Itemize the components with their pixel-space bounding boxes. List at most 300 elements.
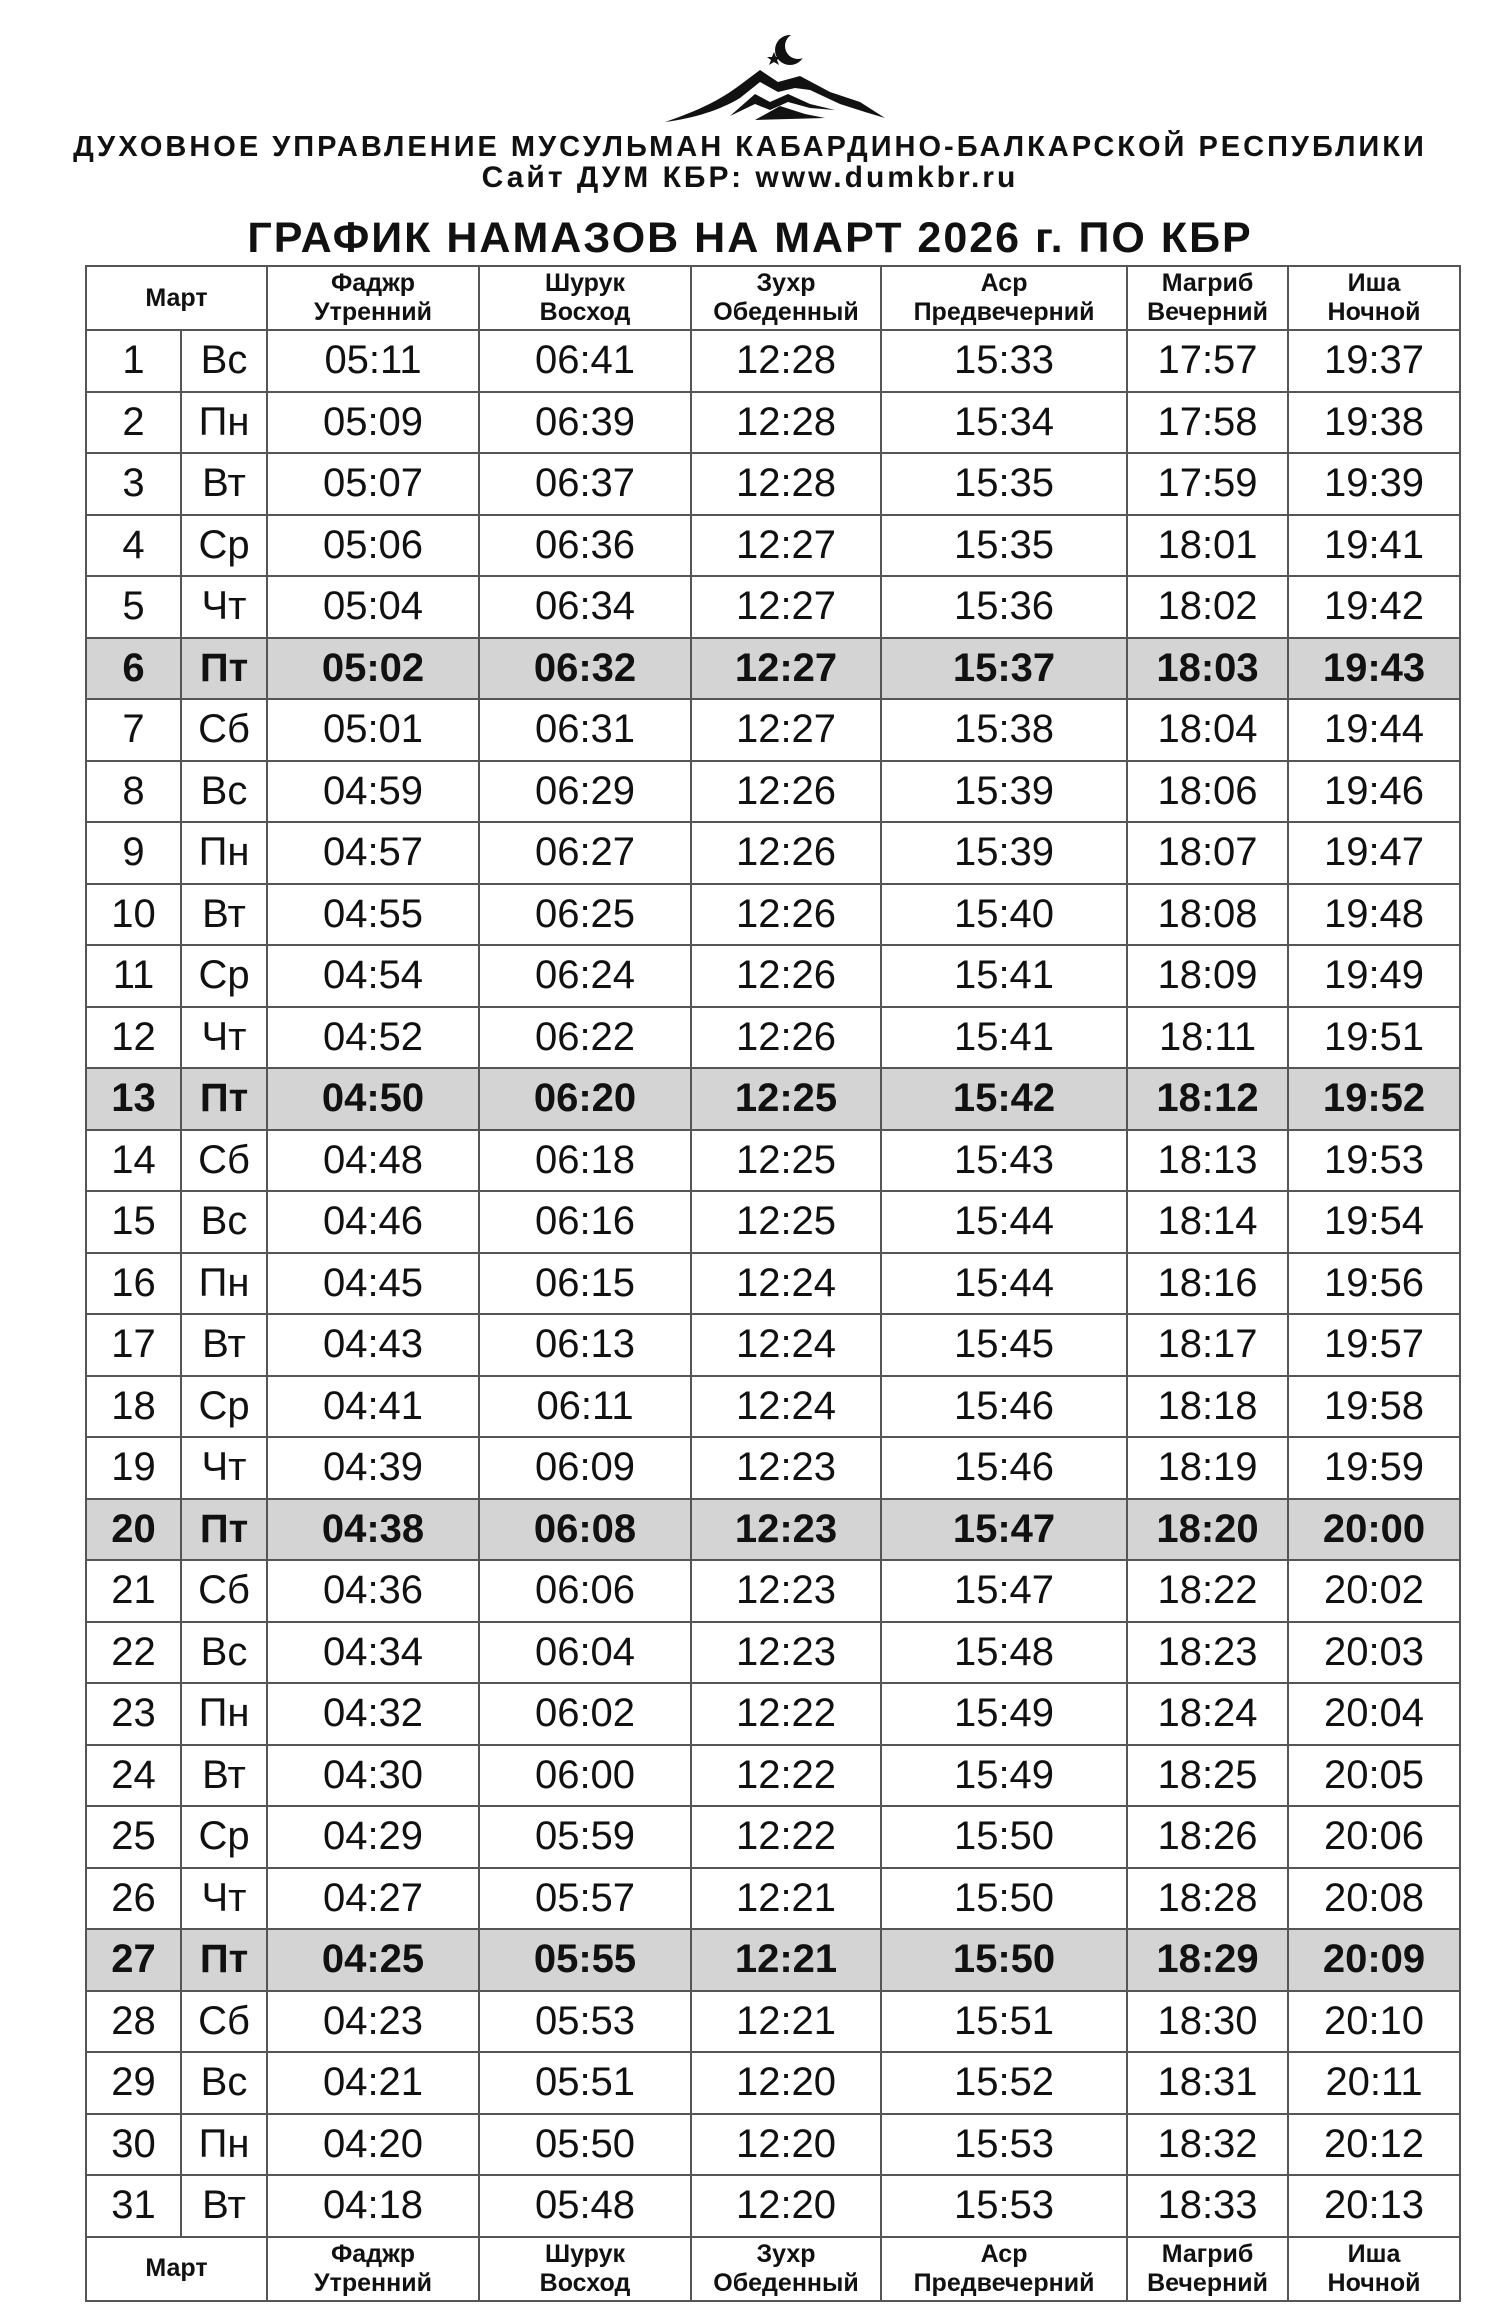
cell-maghrib: 18:30 [1127,1991,1288,2053]
table-row [86,1007,1460,1069]
cell-fajr: 05:07 [267,453,479,515]
cell-zuhr: 12:21 [691,1991,881,2053]
cell-fajr: 05:01 [267,699,479,761]
cell-shuruq: 05:57 [479,1868,691,1930]
cell-day: 3 [86,453,181,515]
cell-isha: 20:11 [1288,2052,1460,2114]
cell-shuruq: 06:08 [479,1499,691,1561]
table-row [86,1499,1460,1561]
cell-shuruq: 06:25 [479,884,691,946]
cell-fajr: 04:46 [267,1191,479,1253]
cell-weekday: Сб [181,699,267,761]
cell-day: 20 [86,1499,181,1561]
cell-shuruq: 06:27 [479,822,691,884]
cell-fajr: 04:27 [267,1868,479,1930]
cell-weekday: Чт [181,1007,267,1069]
footer-isha: Иша Ночной [1288,2237,1460,2301]
cell-fajr: 04:34 [267,1622,479,1684]
cell-asr: 15:41 [881,945,1127,1007]
cell-asr: 15:46 [881,1376,1127,1438]
cell-fajr: 04:41 [267,1376,479,1438]
cell-asr: 15:44 [881,1191,1127,1253]
cell-zuhr: 12:20 [691,2052,881,2114]
cell-isha: 19:42 [1288,576,1460,638]
cell-isha: 19:41 [1288,515,1460,577]
cell-day: 27 [86,1929,181,1991]
cell-isha: 19:46 [1288,761,1460,823]
cell-day: 25 [86,1806,181,1868]
cell-day: 21 [86,1560,181,1622]
cell-shuruq: 05:55 [479,1929,691,1991]
cell-day: 9 [86,822,181,884]
logo-mountains-crescent-icon [660,30,890,130]
prayer-schedule-table [85,265,1461,2302]
cell-shuruq: 06:02 [479,1683,691,1745]
cell-isha: 19:53 [1288,1130,1460,1192]
cell-shuruq: 06:16 [479,1191,691,1253]
cell-zuhr: 12:27 [691,638,881,700]
cell-asr: 15:53 [881,2114,1127,2176]
cell-maghrib: 18:19 [1127,1437,1288,1499]
cell-maghrib: 17:58 [1127,392,1288,454]
cell-zuhr: 12:23 [691,1437,881,1499]
cell-zuhr: 12:25 [691,1068,881,1130]
cell-zuhr: 12:22 [691,1683,881,1745]
cell-shuruq: 06:34 [479,576,691,638]
cell-zuhr: 12:28 [691,453,881,515]
cell-day: 6 [86,638,181,700]
cell-shuruq: 05:59 [479,1806,691,1868]
table-row [86,884,1460,946]
cell-day: 7 [86,699,181,761]
cell-zuhr: 12:23 [691,1622,881,1684]
cell-asr: 15:43 [881,1130,1127,1192]
cell-zuhr: 12:28 [691,330,881,392]
cell-asr: 15:39 [881,761,1127,823]
cell-weekday: Пт [181,1499,267,1561]
cell-weekday: Чт [181,576,267,638]
cell-fajr: 05:09 [267,392,479,454]
cell-shuruq: 05:48 [479,2175,691,2237]
cell-shuruq: 06:06 [479,1560,691,1622]
cell-asr: 15:48 [881,1622,1127,1684]
cell-day: 29 [86,2052,181,2114]
cell-weekday: Пн [181,1683,267,1745]
cell-maghrib: 18:02 [1127,576,1288,638]
cell-fajr: 04:25 [267,1929,479,1991]
table-row [86,515,1460,577]
cell-asr: 15:50 [881,1806,1127,1868]
header-maghrib: Магриб Вечерний [1127,266,1288,330]
cell-maghrib: 18:26 [1127,1806,1288,1868]
table-row [86,822,1460,884]
cell-weekday: Вт [181,2175,267,2237]
cell-weekday: Вс [181,1191,267,1253]
cell-shuruq: 06:22 [479,1007,691,1069]
cell-day: 26 [86,1868,181,1930]
cell-isha: 19:44 [1288,699,1460,761]
cell-weekday: Вт [181,1314,267,1376]
cell-shuruq: 06:24 [479,945,691,1007]
cell-shuruq: 06:13 [479,1314,691,1376]
cell-isha: 20:12 [1288,2114,1460,2176]
cell-fajr: 04:23 [267,1991,479,2053]
cell-zuhr: 12:26 [691,945,881,1007]
cell-fajr: 04:39 [267,1437,479,1499]
table-row [86,945,1460,1007]
cell-day: 16 [86,1253,181,1315]
cell-shuruq: 06:18 [479,1130,691,1192]
cell-weekday: Пн [181,1253,267,1315]
cell-asr: 15:44 [881,1253,1127,1315]
cell-shuruq: 06:37 [479,453,691,515]
cell-zuhr: 12:23 [691,1499,881,1561]
cell-isha: 19:49 [1288,945,1460,1007]
cell-asr: 15:37 [881,638,1127,700]
cell-asr: 15:33 [881,330,1127,392]
cell-zuhr: 12:25 [691,1130,881,1192]
header-asr: Аср Предвечерний [881,266,1127,330]
cell-maghrib: 18:11 [1127,1007,1288,1069]
cell-isha: 20:09 [1288,1929,1460,1991]
cell-day: 30 [86,2114,181,2176]
cell-weekday: Вт [181,1745,267,1807]
cell-day: 24 [86,1745,181,1807]
cell-maghrib: 18:06 [1127,761,1288,823]
cell-isha: 19:48 [1288,884,1460,946]
cell-asr: 15:34 [881,392,1127,454]
cell-day: 4 [86,515,181,577]
cell-isha: 19:58 [1288,1376,1460,1438]
cell-asr: 15:40 [881,884,1127,946]
cell-fajr: 04:48 [267,1130,479,1192]
cell-maghrib: 17:59 [1127,453,1288,515]
table-row [86,1745,1460,1807]
table-header-row [86,266,1460,330]
cell-fajr: 04:38 [267,1499,479,1561]
cell-maghrib: 18:31 [1127,2052,1288,2114]
cell-asr: 15:47 [881,1499,1127,1561]
cell-asr: 15:35 [881,453,1127,515]
cell-isha: 19:43 [1288,638,1460,700]
cell-weekday: Вт [181,453,267,515]
cell-zuhr: 12:25 [691,1191,881,1253]
footer-fajr: Фаджр Утренний [267,2237,479,2301]
cell-weekday: Вс [181,330,267,392]
cell-fajr: 04:18 [267,2175,479,2237]
cell-zuhr: 12:24 [691,1253,881,1315]
cell-isha: 20:04 [1288,1683,1460,1745]
table-row [86,1991,1460,2053]
cell-fajr: 05:11 [267,330,479,392]
cell-asr: 15:49 [881,1745,1127,1807]
cell-day: 15 [86,1191,181,1253]
table-row [86,761,1460,823]
cell-zuhr: 12:22 [691,1806,881,1868]
table-row [86,2052,1460,2114]
cell-shuruq: 05:53 [479,1991,691,2053]
cell-weekday: Пн [181,2114,267,2176]
cell-day: 22 [86,1622,181,1684]
cell-zuhr: 12:20 [691,2114,881,2176]
cell-maghrib: 18:32 [1127,2114,1288,2176]
cell-fajr: 04:36 [267,1560,479,1622]
cell-isha: 19:47 [1288,822,1460,884]
cell-zuhr: 12:24 [691,1376,881,1438]
cell-day: 31 [86,2175,181,2237]
cell-weekday: Сб [181,1130,267,1192]
cell-asr: 15:39 [881,822,1127,884]
cell-asr: 15:53 [881,2175,1127,2237]
header-zuhr: Зухр Обеденный [691,266,881,330]
cell-isha: 19:54 [1288,1191,1460,1253]
cell-fajr: 04:30 [267,1745,479,1807]
cell-zuhr: 12:26 [691,761,881,823]
cell-day: 10 [86,884,181,946]
cell-day: 2 [86,392,181,454]
table-row [86,576,1460,638]
cell-maghrib: 18:14 [1127,1191,1288,1253]
header-fajr: Фаджр Утренний [267,266,479,330]
cell-weekday: Вт [181,884,267,946]
cell-isha: 19:52 [1288,1068,1460,1130]
cell-shuruq: 06:20 [479,1068,691,1130]
cell-weekday: Ср [181,515,267,577]
cell-shuruq: 06:29 [479,761,691,823]
cell-shuruq: 05:50 [479,2114,691,2176]
cell-weekday: Пт [181,1068,267,1130]
cell-zuhr: 12:22 [691,1745,881,1807]
cell-day: 13 [86,1068,181,1130]
schedule-title: ГРАФИК НАМАЗОВ НА МАРТ 2026 г. ПО КБР [247,214,1253,262]
table-row [86,638,1460,700]
cell-day: 28 [86,1991,181,2053]
cell-weekday: Чт [181,1868,267,1930]
cell-isha: 19:37 [1288,330,1460,392]
cell-asr: 15:50 [881,1868,1127,1930]
table-row [86,1437,1460,1499]
cell-zuhr: 12:26 [691,1007,881,1069]
cell-weekday: Сб [181,1560,267,1622]
cell-shuruq: 06:39 [479,392,691,454]
footer-asr: Аср Предвечерний [881,2237,1127,2301]
cell-weekday: Ср [181,945,267,1007]
cell-zuhr: 12:21 [691,1868,881,1930]
cell-maghrib: 18:28 [1127,1868,1288,1930]
cell-weekday: Чт [181,1437,267,1499]
cell-day: 19 [86,1437,181,1499]
cell-fajr: 04:20 [267,2114,479,2176]
cell-weekday: Пт [181,1929,267,1991]
cell-weekday: Ср [181,1806,267,1868]
table-footer-row [86,2237,1460,2301]
cell-isha: 20:05 [1288,1745,1460,1807]
cell-shuruq: 06:11 [479,1376,691,1438]
cell-day: 1 [86,330,181,392]
table-row [86,330,1460,392]
cell-fajr: 04:52 [267,1007,479,1069]
cell-maghrib: 17:57 [1127,330,1288,392]
table-row [86,1191,1460,1253]
cell-asr: 15:41 [881,1007,1127,1069]
table-row [86,1253,1460,1315]
cell-maghrib: 18:22 [1127,1560,1288,1622]
cell-maghrib: 18:20 [1127,1499,1288,1561]
cell-maghrib: 18:04 [1127,699,1288,761]
footer-shuruq: Шурук Восход [479,2237,691,2301]
cell-maghrib: 18:17 [1127,1314,1288,1376]
cell-maghrib: 18:18 [1127,1376,1288,1438]
cell-isha: 19:56 [1288,1253,1460,1315]
cell-asr: 15:36 [881,576,1127,638]
website-line: Сайт ДУМ КБР: www.dumkbr.ru [481,161,1019,194]
cell-isha: 20:10 [1288,1991,1460,2053]
cell-shuruq: 05:51 [479,2052,691,2114]
cell-maghrib: 18:08 [1127,884,1288,946]
cell-isha: 19:59 [1288,1437,1460,1499]
footer-month: Март [86,2237,267,2301]
cell-fajr: 05:06 [267,515,479,577]
cell-day: 5 [86,576,181,638]
cell-asr: 15:47 [881,1560,1127,1622]
cell-maghrib: 18:03 [1127,638,1288,700]
cell-isha: 20:02 [1288,1560,1460,1622]
table-row [86,1560,1460,1622]
table-row [86,392,1460,454]
cell-fajr: 04:32 [267,1683,479,1745]
cell-weekday: Пт [181,638,267,700]
cell-zuhr: 12:28 [691,392,881,454]
cell-zuhr: 12:27 [691,699,881,761]
cell-maghrib: 18:01 [1127,515,1288,577]
table-row [86,1683,1460,1745]
cell-fajr: 04:54 [267,945,479,1007]
cell-asr: 15:49 [881,1683,1127,1745]
cell-asr: 15:38 [881,699,1127,761]
cell-asr: 15:42 [881,1068,1127,1130]
cell-asr: 15:46 [881,1437,1127,1499]
cell-asr: 15:51 [881,1991,1127,2053]
cell-isha: 20:13 [1288,2175,1460,2237]
cell-zuhr: 12:26 [691,822,881,884]
table-row [86,1376,1460,1438]
cell-shuruq: 06:32 [479,638,691,700]
cell-fajr: 05:04 [267,576,479,638]
cell-isha: 20:08 [1288,1868,1460,1930]
table-row [86,1929,1460,1991]
cell-maghrib: 18:24 [1127,1683,1288,1745]
table-row [86,699,1460,761]
cell-maghrib: 18:13 [1127,1130,1288,1192]
cell-asr: 15:35 [881,515,1127,577]
cell-weekday: Вс [181,2052,267,2114]
footer-zuhr: Зухр Обеденный [691,2237,881,2301]
table-row [86,2114,1460,2176]
cell-shuruq: 06:09 [479,1437,691,1499]
cell-asr: 15:50 [881,1929,1127,1991]
cell-zuhr: 12:23 [691,1560,881,1622]
header-isha: Иша Ночной [1288,266,1460,330]
cell-maghrib: 18:09 [1127,945,1288,1007]
organization-name: ДУХОВНОЕ УПРАВЛЕНИЕ МУСУЛЬМАН КАБАРДИНО-БАЛКАРСКОЙ РЕСПУБЛИКИ [73,131,1427,163]
cell-zuhr: 12:20 [691,2175,881,2237]
cell-fajr: 04:59 [267,761,479,823]
cell-shuruq: 06:04 [479,1622,691,1684]
cell-day: 12 [86,1007,181,1069]
cell-isha: 19:51 [1288,1007,1460,1069]
cell-zuhr: 12:27 [691,576,881,638]
cell-maghrib: 18:29 [1127,1929,1288,1991]
cell-weekday: Вс [181,761,267,823]
cell-weekday: Сб [181,1991,267,2053]
cell-weekday: Вс [181,1622,267,1684]
cell-maghrib: 18:07 [1127,822,1288,884]
cell-maghrib: 18:25 [1127,1745,1288,1807]
header-month: Март [86,266,267,330]
cell-day: 23 [86,1683,181,1745]
cell-isha: 20:03 [1288,1622,1460,1684]
header-shuruq: Шурук Восход [479,266,691,330]
cell-shuruq: 06:36 [479,515,691,577]
cell-shuruq: 06:00 [479,1745,691,1807]
table-row [86,1068,1460,1130]
cell-asr: 15:45 [881,1314,1127,1376]
cell-fajr: 04:57 [267,822,479,884]
cell-maghrib: 18:16 [1127,1253,1288,1315]
cell-day: 14 [86,1130,181,1192]
cell-isha: 19:57 [1288,1314,1460,1376]
cell-day: 8 [86,761,181,823]
cell-fajr: 04:43 [267,1314,479,1376]
cell-zuhr: 12:24 [691,1314,881,1376]
cell-isha: 20:06 [1288,1806,1460,1868]
table-row [86,1806,1460,1868]
cell-fajr: 04:21 [267,2052,479,2114]
cell-day: 11 [86,945,181,1007]
table-row [86,1314,1460,1376]
cell-isha: 19:39 [1288,453,1460,515]
table-row [86,1130,1460,1192]
cell-shuruq: 06:15 [479,1253,691,1315]
cell-day: 18 [86,1376,181,1438]
footer-maghrib: Магриб Вечерний [1127,2237,1288,2301]
cell-asr: 15:52 [881,2052,1127,2114]
cell-fajr: 04:29 [267,1806,479,1868]
table-row [86,2175,1460,2237]
cell-shuruq: 06:41 [479,330,691,392]
cell-fajr: 04:55 [267,884,479,946]
cell-weekday: Пн [181,392,267,454]
table-row [86,453,1460,515]
cell-zuhr: 12:27 [691,515,881,577]
cell-weekday: Ср [181,1376,267,1438]
table-row [86,1868,1460,1930]
cell-fajr: 04:45 [267,1253,479,1315]
cell-maghrib: 18:12 [1127,1068,1288,1130]
cell-day: 17 [86,1314,181,1376]
cell-shuruq: 06:31 [479,699,691,761]
cell-maghrib: 18:23 [1127,1622,1288,1684]
cell-zuhr: 12:21 [691,1929,881,1991]
table-row [86,1622,1460,1684]
cell-weekday: Пн [181,822,267,884]
cell-fajr: 04:50 [267,1068,479,1130]
cell-isha: 20:00 [1288,1499,1460,1561]
cell-fajr: 05:02 [267,638,479,700]
cell-isha: 19:38 [1288,392,1460,454]
cell-maghrib: 18:33 [1127,2175,1288,2237]
cell-zuhr: 12:26 [691,884,881,946]
